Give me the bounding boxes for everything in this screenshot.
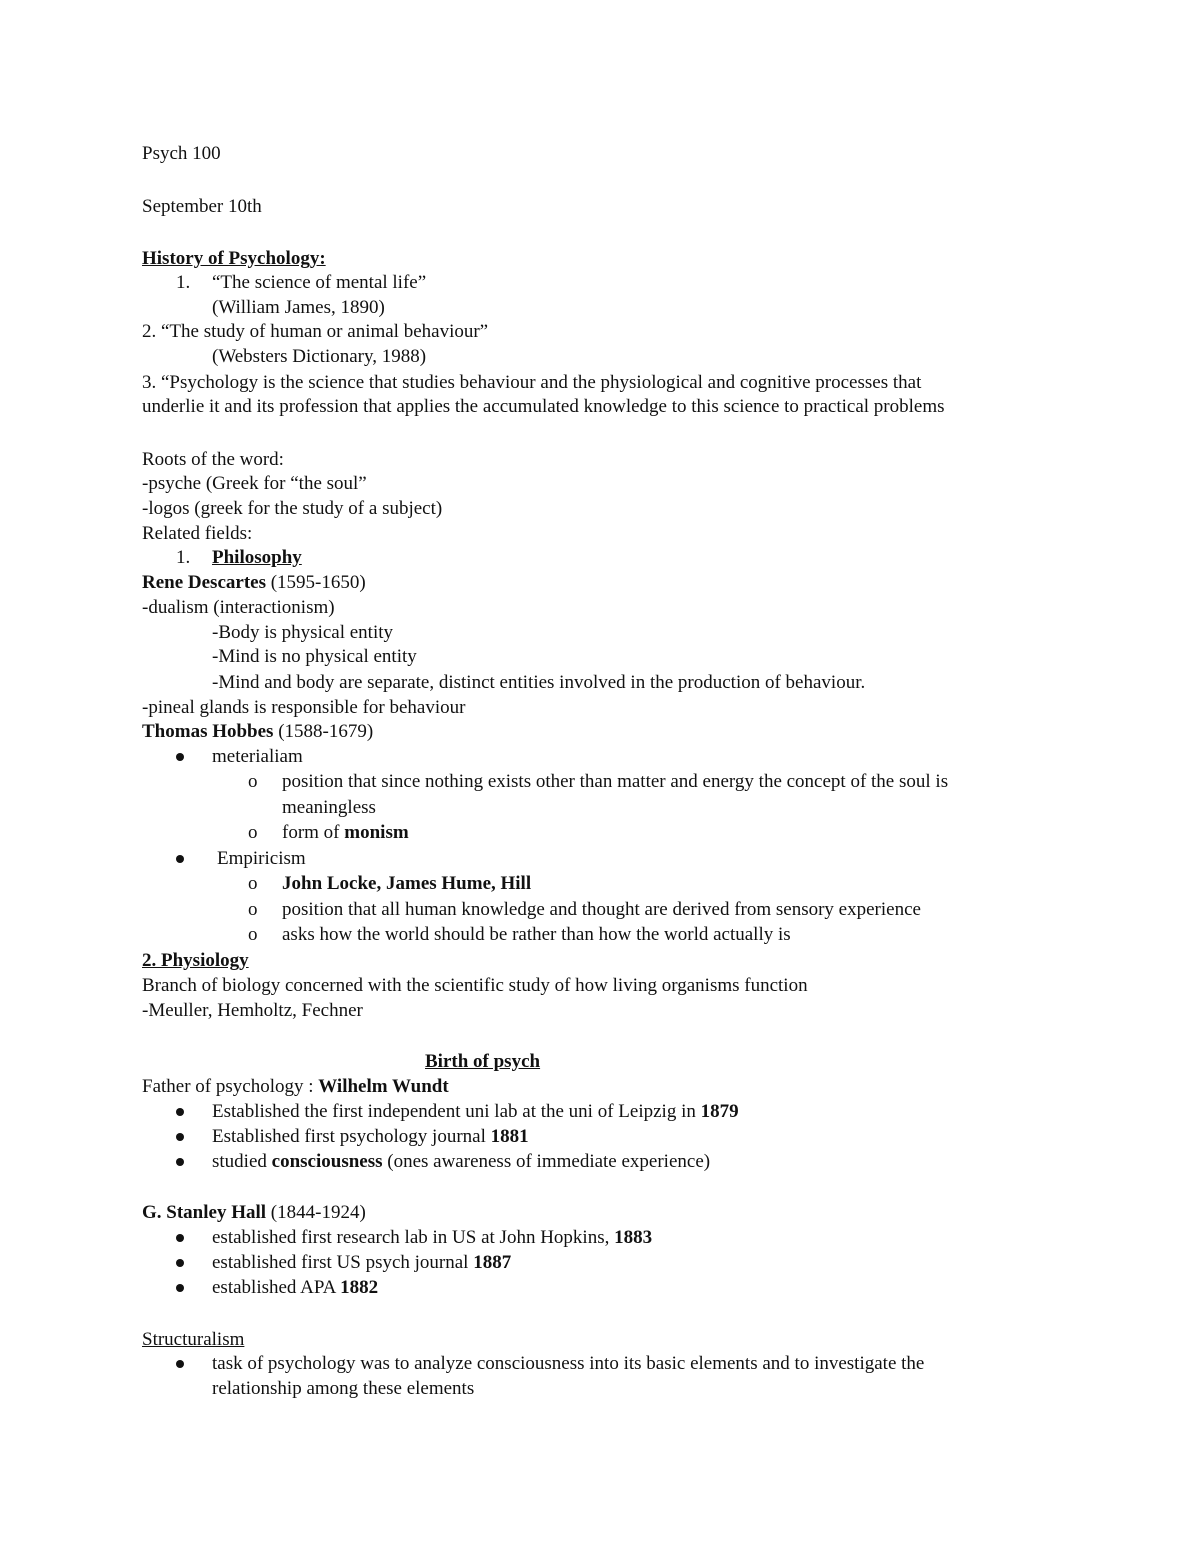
bullet-icon [176, 1284, 184, 1292]
circle-bullet-icon: o [248, 873, 258, 894]
hobbes-line [142, 720, 373, 744]
definition-2-source: (Websters Dictionary, 1988) [212, 346, 427, 367]
bullet-icon [176, 1108, 184, 1116]
wundt-item-3-text: studied [212, 1151, 272, 1172]
philosophy-heading: Philosophy [212, 547, 302, 568]
empiricism-sub-3: asks how the world should be rather than how the world actually is [282, 924, 791, 945]
materialism-sub-2 [282, 821, 409, 845]
bullet-icon [176, 1360, 184, 1368]
monism-prefix: form of [282, 822, 345, 843]
physiology-heading: 2. Physiology [142, 950, 249, 971]
lecture-date: September 10th [142, 196, 262, 217]
descartes-years: (1595-1650) [265, 572, 366, 593]
circle-bullet-icon: o [248, 822, 258, 843]
hall-item-3-text: established APA [212, 1277, 341, 1298]
root-psyche: -psyche (Greek for “the soul” [142, 473, 367, 494]
consciousness-term: consciousness [271, 1151, 383, 1172]
hall-name: G. Stanley Hall [142, 1202, 267, 1223]
circle-bullet-icon: o [248, 924, 258, 945]
bullet-icon [176, 855, 184, 863]
structuralism-heading: Structuralism [142, 1329, 245, 1350]
body-line: -Body is physical entity [212, 622, 394, 643]
hall-item-1 [212, 1226, 652, 1250]
hall-item-1-year: 1883 [614, 1227, 653, 1248]
hall-line [142, 1201, 366, 1225]
bullet-icon [176, 1158, 184, 1166]
wundt-item-2-year: 1881 [490, 1126, 529, 1147]
wundt-item-3 [212, 1150, 710, 1174]
hall-item-2 [212, 1251, 511, 1275]
related-fields-heading: Related fields: [142, 523, 253, 544]
father-prefix: Father of psychology : [142, 1076, 319, 1097]
definition-1: “The science of mental life” [212, 272, 427, 293]
father-line [142, 1075, 449, 1099]
structuralism-item-line-1: task of psychology was to analyze consciousness into its basic elements and to investigate the [212, 1353, 925, 1374]
hobbes-name: Thomas Hobbes [142, 721, 274, 742]
separate-line: -Mind and body are separate, distinct entities involved in the production of behaviour. [212, 672, 866, 693]
wundt-item-2-text: Established first psychology journal [212, 1126, 491, 1147]
descartes-line [142, 571, 366, 595]
mind-line: -Mind is no physical entity [212, 646, 417, 667]
hall-item-2-year: 1887 [473, 1252, 512, 1273]
dualism-line: -dualism (interactionism) [142, 597, 335, 618]
root-logos: -logos (greek for the study of a subject) [142, 498, 443, 519]
empiricism-sub-2: position that all human knowledge and thought are derived from sensory experience [282, 899, 921, 920]
circle-bullet-icon: o [248, 899, 258, 920]
hobbes-years: (1588-1679) [273, 721, 374, 742]
definition-3-line-1: 3. “Psychology is the science that studies behaviour and the physiological and cognitive processes that [142, 372, 922, 393]
physiology-names: -Meuller, Hemholtz, Fechner [142, 1000, 363, 1021]
birth-heading: Birth of psych [425, 1051, 541, 1072]
wundt-item-2 [212, 1125, 529, 1149]
bullet-icon [176, 753, 184, 761]
hall-item-3-year: 1882 [340, 1277, 379, 1298]
definition-2: 2. “The study of human or animal behaviour” [142, 321, 489, 342]
roots-heading: Roots of the word: [142, 449, 284, 470]
bullet-icon [176, 1133, 184, 1141]
materialism-sub-1-line-2: meaningless [282, 797, 376, 818]
circle-bullet-icon: o [248, 771, 258, 792]
monism-term: monism [344, 822, 409, 843]
definition-3-line-2: underlie it and its profession that applies the accumulated knowledge to this science to practical problems [142, 396, 945, 417]
hall-item-3 [212, 1276, 378, 1300]
history-heading: History of Psychology: [142, 248, 326, 269]
physiology-definition: Branch of biology concerned with the scientific study of how living organisms function [142, 975, 808, 996]
definition-1-source: (William James, 1890) [212, 297, 385, 318]
def1-number: 1. [176, 272, 191, 293]
course-title: Psych 100 [142, 143, 221, 164]
structuralism-item-line-2: relationship among these elements [212, 1378, 475, 1399]
materialism-sub-1-line-1: position that since nothing exists other than matter and energy the concept of the soul is [282, 771, 949, 792]
father-name: Wilhelm Wundt [318, 1076, 449, 1097]
hall-years: (1844-1924) [266, 1202, 366, 1223]
wundt-item-1 [212, 1100, 739, 1124]
wundt-item-1-year: 1879 [700, 1101, 739, 1122]
empiricism-sub-1: John Locke, James Hume, Hill [282, 873, 532, 894]
philosophy-number: 1. [176, 547, 191, 568]
descartes-name: Rene Descartes [142, 572, 266, 593]
bullet-icon [176, 1259, 184, 1267]
hall-item-1-text: established first research lab in US at John Hopkins, [212, 1227, 615, 1248]
wundt-item-1-text: Established the first independent uni lab at the uni of Leipzig in [212, 1101, 701, 1122]
hall-item-2-text: established first US psych journal [212, 1252, 474, 1273]
empiricism-item: Empiricism [217, 848, 306, 869]
materialism-item: meterialiam [212, 746, 303, 767]
pineal-line: -pineal glands is responsible for behaviour [142, 697, 466, 718]
bullet-icon [176, 1234, 184, 1242]
wundt-item-3-rest: (ones awareness of immediate experience) [382, 1151, 711, 1172]
